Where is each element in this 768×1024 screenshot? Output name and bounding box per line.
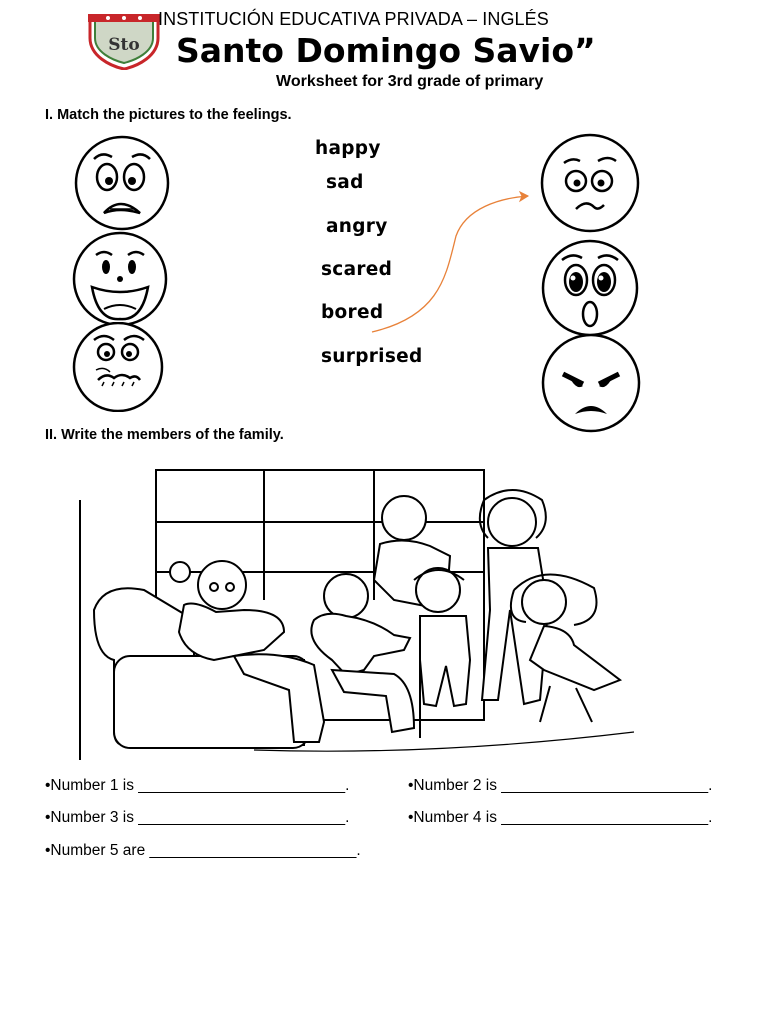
school-logo [86, 12, 162, 70]
answer-line-5: •Number 5 are ________________________. [45, 842, 361, 859]
happy-face-icon [68, 231, 172, 331]
sad-face-icon [68, 322, 172, 422]
angry-face-icon [537, 334, 641, 434]
feeling-word-happy: happy [315, 138, 381, 159]
answer-line-2: •Number 2 is ________________________. [408, 777, 713, 794]
school-name-line1: INSTITUCIÓN EDUCATIVA PRIVADA – INGLÉS [158, 9, 549, 29]
section2-title: II. Write the members of the family. [45, 427, 284, 443]
surprised-face-icon [536, 238, 640, 338]
feeling-word-sad: sad [326, 172, 364, 193]
feeling-word-surprised: surprised [321, 346, 423, 367]
scared-face-icon [70, 135, 174, 235]
answer-line-4: •Number 4 is ________________________. [408, 809, 713, 826]
svg-text:Sto: Sto [108, 35, 140, 55]
answer-line-1: •Number 1 is ________________________. [45, 777, 350, 794]
feeling-word-angry: angry [326, 216, 388, 237]
section1-title: I. Match the pictures to the feelings. [45, 107, 292, 123]
feeling-word-scared: scared [321, 259, 393, 280]
feeling-word-bored: bored [321, 302, 384, 323]
family-illustration [74, 460, 654, 768]
answer-line-3: •Number 3 is ________________________. [45, 809, 350, 826]
worksheet-subtitle: Worksheet for 3rd grade of primary [276, 73, 544, 90]
school-name-line2: Santo Domingo Savio” [176, 31, 596, 70]
bored-face-icon [536, 133, 640, 233]
example-match-arrow [370, 186, 540, 334]
